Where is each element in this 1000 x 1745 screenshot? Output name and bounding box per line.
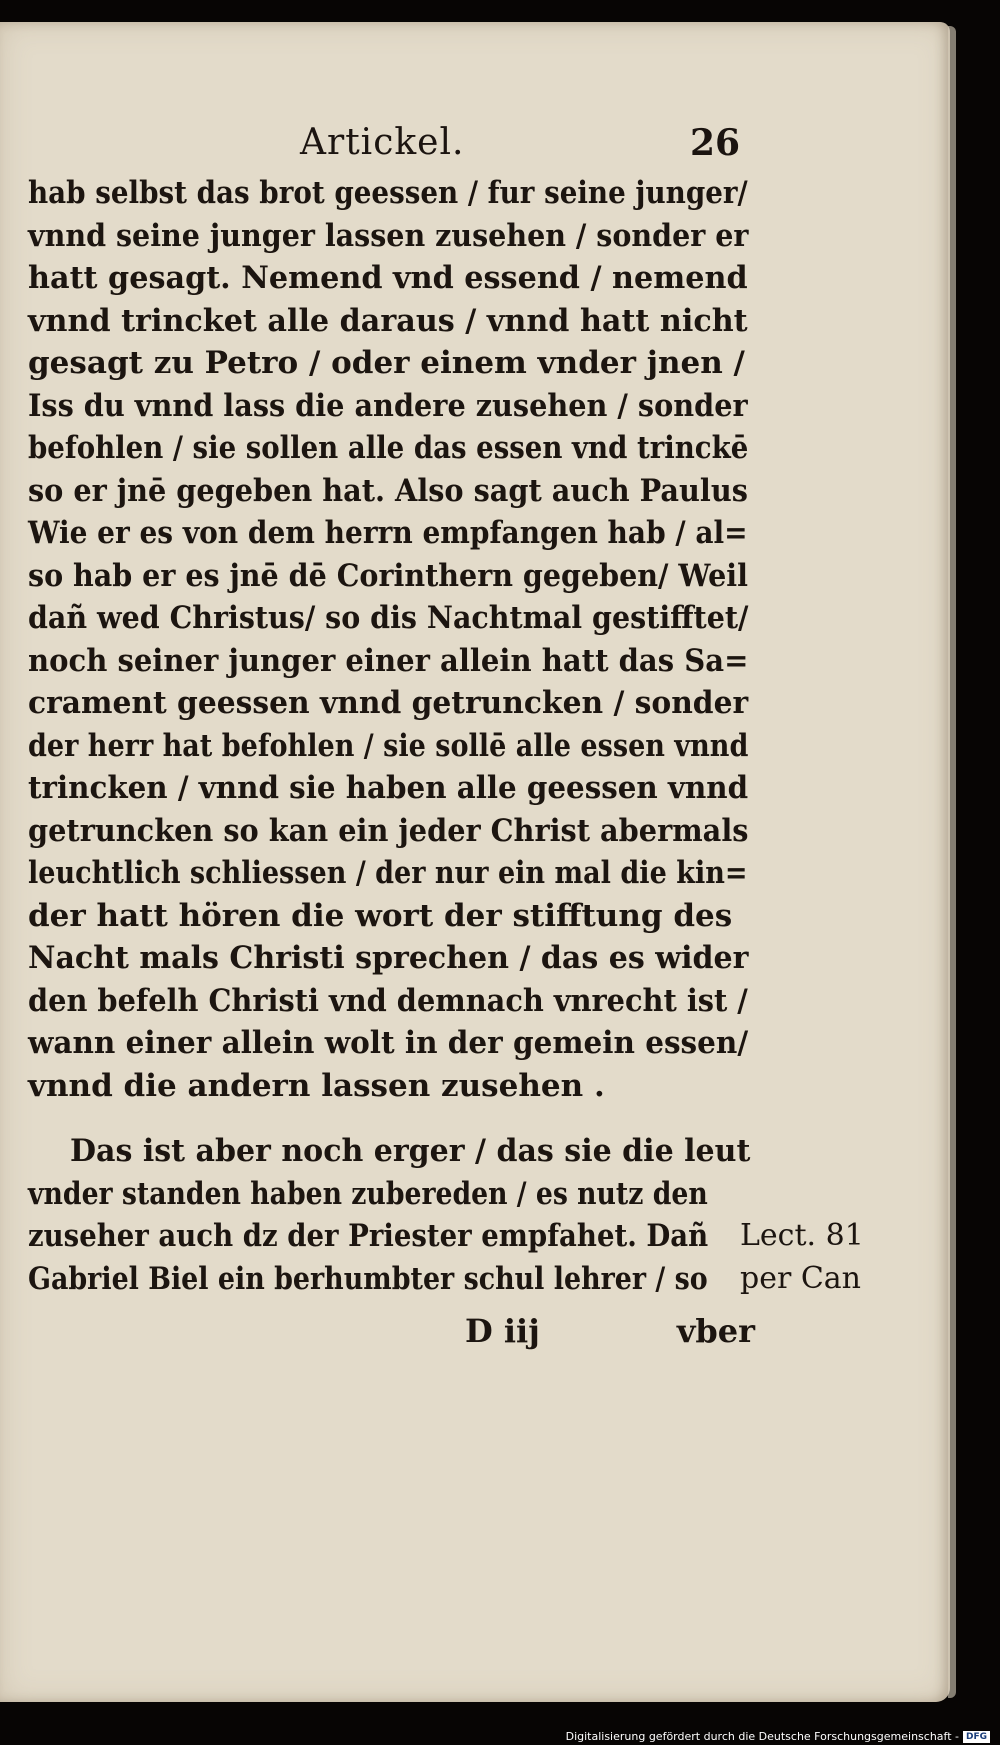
text-line: getruncken so kan ein jeder Christ abermals	[28, 812, 749, 849]
text-line: so hab er es jnē dē Corinthern gegeben/ Weil	[28, 557, 748, 594]
text-line: trincken / vnnd sie haben alle geessen vnnd	[28, 770, 749, 806]
text-line: dañ wed Christus/ so dis Nachtmal gestifftet/	[28, 600, 749, 636]
marginal-note-line: Lect. 81	[740, 1218, 864, 1253]
page-edge	[948, 26, 956, 1698]
catchword: vber	[676, 1312, 755, 1350]
marginal-note-line: per Can	[740, 1260, 861, 1296]
text-line: gesagt zu Petro / oder einem vnder jnen /	[28, 345, 745, 381]
dfg-logo: DFG	[963, 1731, 990, 1743]
text-line: vnnd die andern lassen zusehen .	[28, 1067, 605, 1104]
text-line: befohlen / sie sollen alle das essen vnd trinckē	[28, 430, 749, 466]
text-line: leuchtlich schliessen / der nur ein mal die kin=	[28, 855, 748, 891]
text-line: Gabriel Biel ein berhumbter schul lehrer / so	[28, 1260, 708, 1297]
text-line: vnder standen haben zubereden / es nutz den	[28, 1175, 708, 1212]
digitization-footer	[566, 1730, 990, 1743]
text-line: Das ist aber noch erger / das sie die leut	[70, 1133, 751, 1169]
text-line: zuseher auch dz der Priester empfahet. Dañ	[28, 1218, 709, 1254]
paragraph-1	[28, 172, 748, 1107]
page-number: 26	[690, 122, 741, 164]
text-line: der hatt hören die wort der stifftung des	[28, 897, 733, 934]
text-line: Iss du vnnd lass die andere zusehen / sonder	[28, 387, 748, 424]
text-line: crament geessen vnnd getruncken / sonder	[28, 685, 749, 721]
text-line: der herr hat befohlen / sie sollē alle essen vnnd	[28, 727, 749, 764]
text-line: Nacht mals Christi sprechen / das es wider	[28, 940, 749, 976]
text-line: Wie er es von dem herrn empfangen hab / al=	[28, 515, 748, 551]
text-line: hab selbst das brot geessen / fur seine junger/	[28, 175, 748, 211]
footer-text: Digitalisierung gefördert durch die Deutsche Forschungsgemeinschaft -	[565, 1730, 959, 1743]
text-line: vnnd seine junger lassen zusehen / sonder er	[28, 217, 749, 254]
text-line: den befelh Christi vnd demnach vnrecht ist /	[28, 982, 748, 1019]
running-head: Artickel.	[300, 122, 465, 163]
catchword-line	[465, 1312, 755, 1350]
paragraph-2	[28, 1130, 751, 1300]
text-line: wann einer allein wolt in der gemein essen/	[28, 1025, 749, 1061]
signature-mark: D iij	[465, 1312, 540, 1350]
text-line: noch seiner junger einer allein hatt das Sa=	[28, 642, 749, 679]
text-line: so er jnē gegeben hat. Also sagt auch Paulus	[28, 472, 748, 509]
text-line: hatt gesagt. Nemend vnd essend / nemend	[28, 260, 748, 296]
marginal-note	[740, 1215, 864, 1300]
text-line: vnnd trincket alle daraus / vnnd hatt nicht	[28, 302, 748, 339]
